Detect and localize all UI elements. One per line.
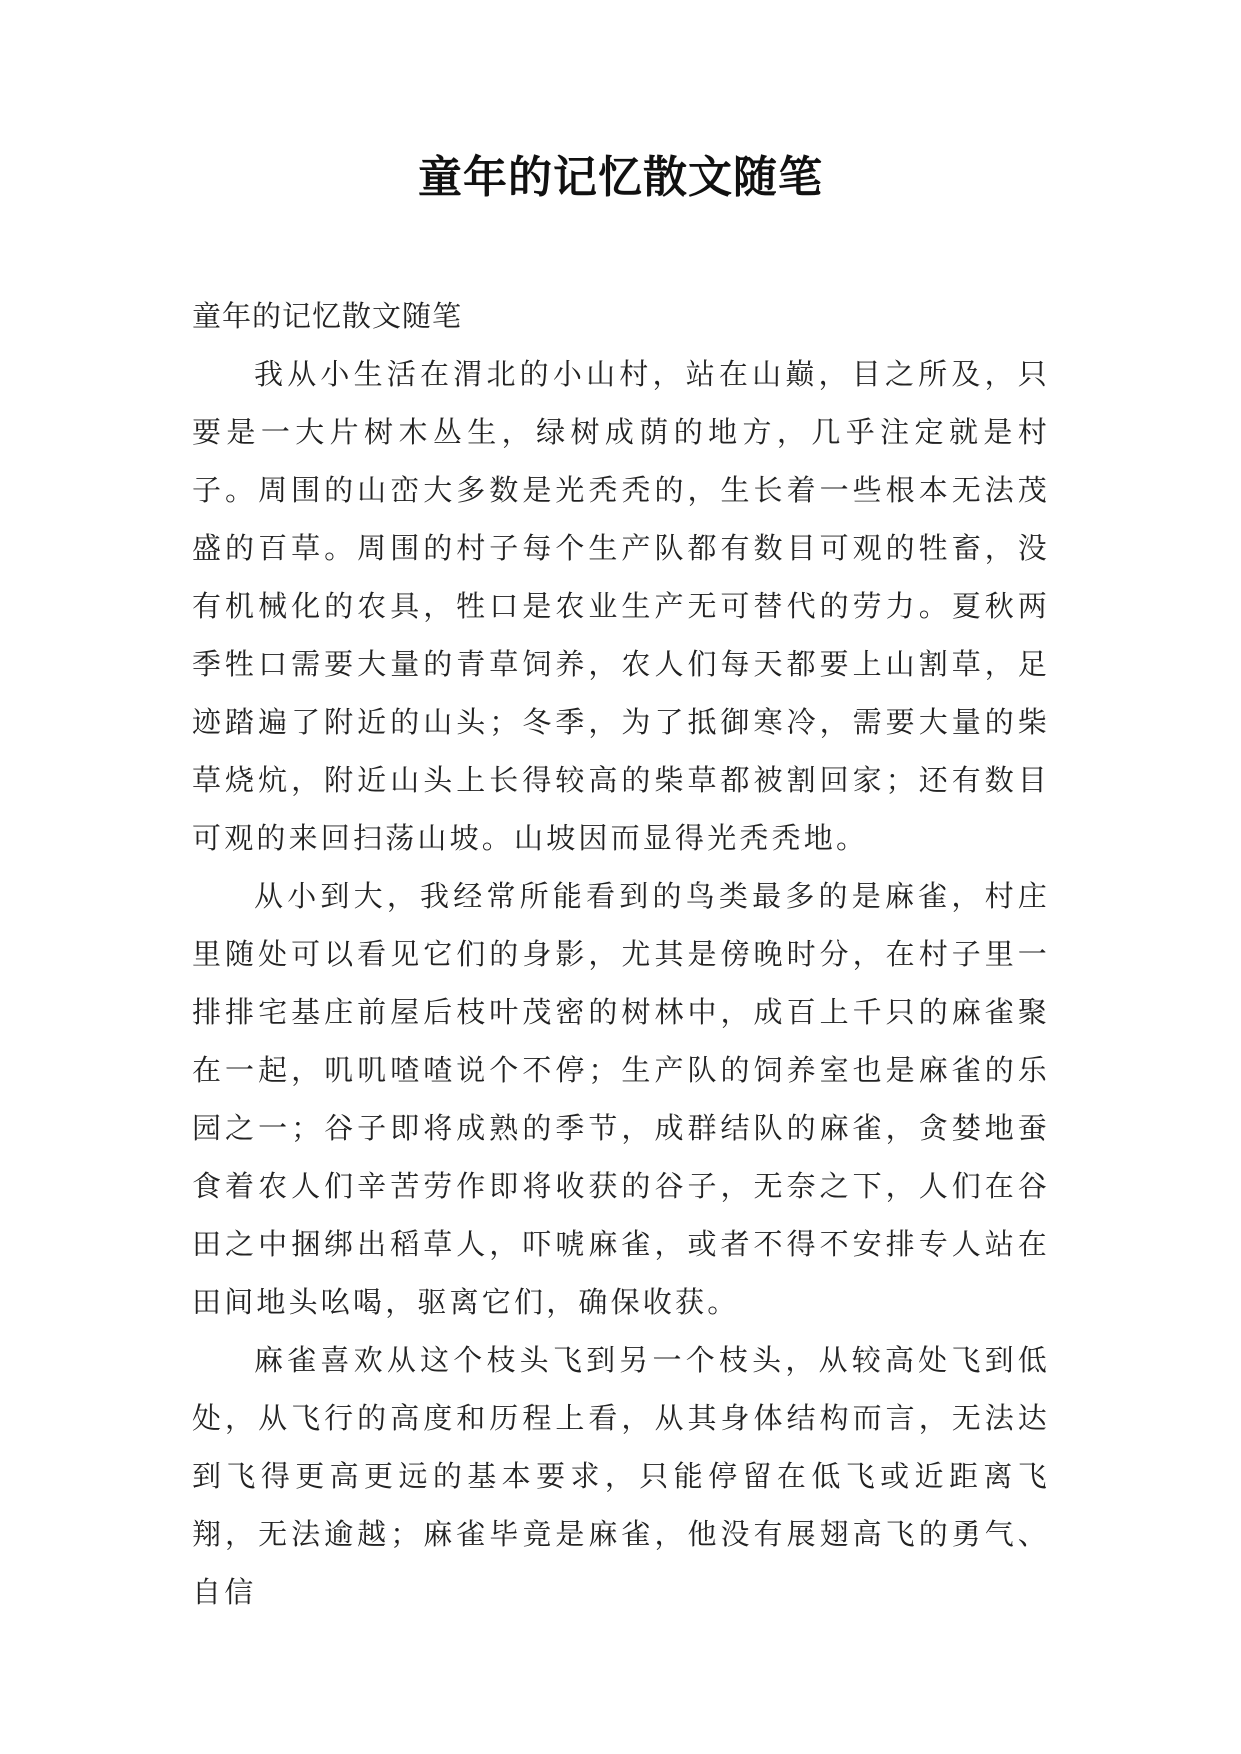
document-subheading: 童年的记忆散文随笔 bbox=[192, 299, 463, 333]
document-title: 童年的记忆散文随笔 bbox=[418, 152, 823, 203]
document-body bbox=[192, 287, 1050, 1621]
paragraph: 麻雀喜欢从这个枝头飞到另一个枝头，从较高处飞到低处，从飞行的高度和历程上看，从其身体结构而言，无法达到飞得更高更远的基本要求，只能停留在低飞或近距离飞翔，无法逾越；麻雀毕竟是麻雀，他没有展翅高飞的勇气、自信 bbox=[192, 1343, 1050, 1609]
paragraph: 从小到大，我经常所能看到的鸟类最多的是麻雀，村庄里随处可以看见它们的身影，尤其是傍晚时分，在村子里一排排宅基庄前屋后枝叶茂密的树林中，成百上千只的麻雀聚在一起，叽叽喳喳说个不停；生产队的饲养室也是麻雀的乐园之一；谷子即将成熟的季节，成群结队的麻雀，贪婪地蚕食着农人们辛苦劳作即将收获的谷子，无奈之下，人们在谷田之中捆绑出稻草人，吓唬麻雀，或者不得不安排专人站在田间地头吆喝，驱离它们，确保收获。 bbox=[192, 879, 1050, 1319]
paragraph: 我从小生活在渭北的小山村，站在山巅，目之所及，只要是一大片树木丛生，绿树成荫的地方，几乎注定就是村子。周围的山峦大多数是光秃秃的，生长着一些根本无法茂盛的百草。周围的村子每个生产队都有数目可观的牲畜，没有机械化的农具，牲口是农业生产无可替代的劳力。夏秋两季牲口需要大量的青草饲养，农人们每天都要上山割草，足迹踏遍了附近的山头；冬季，为了抵御寒冷，需要大量的柴草烧炕，附近山头上长得较高的柴草都被割回家；还有数目可观的来回扫荡山坡。山坡因而显得光秃秃地。 bbox=[192, 357, 1050, 855]
